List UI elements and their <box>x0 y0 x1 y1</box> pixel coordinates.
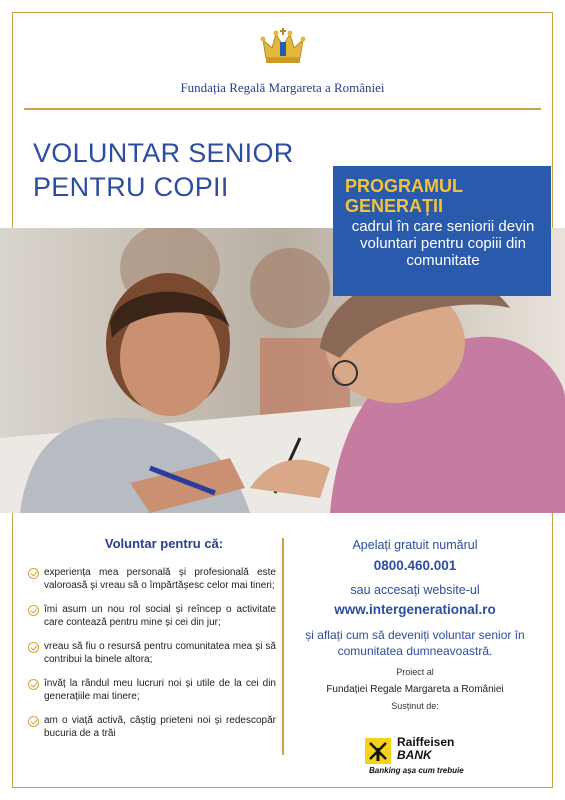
page-title <box>33 136 294 204</box>
checkmark-icon <box>28 642 39 653</box>
title-line-2: PENTRU COPII <box>33 172 229 202</box>
reason-text: îmi asum un nou rol social și reîncep o activitate care contează pentru mine și cei din jur; <box>44 604 276 628</box>
reason-item <box>28 641 276 666</box>
reasons-heading: Voluntar pentru că: <box>104 536 224 551</box>
supported-label: Susținut de: <box>391 701 439 711</box>
sponsor-tagline: Banking așa cum trebuie <box>369 766 464 775</box>
raiffeisen-logo <box>365 736 505 784</box>
project-owner: Fundației Regale Margareta a României <box>326 684 504 695</box>
royal-crown-logo-icon <box>258 28 308 66</box>
reason-text: învăț la rândul meu lucruri noi și utile de la cei din generațiile mai tinere; <box>44 678 276 702</box>
reason-item <box>28 604 276 629</box>
website-text: sau accesați website-ul <box>350 583 480 597</box>
column-divider <box>282 538 284 755</box>
foundation-name: Fundația Regală Margareta a României <box>180 80 385 95</box>
reason-text: experiența mea personală și profesională este valoroasă și vreau să o împărtășesc celor mai tineri; <box>44 567 276 591</box>
website-link[interactable]: www.intergenerational.ro <box>334 602 496 617</box>
program-heading-line-2: GENERAȚII <box>345 196 444 216</box>
reason-text: am o viață activă, câștig prieteni noi și redescopăr bucuria de a trăi <box>44 715 276 739</box>
phone-number[interactable]: 0800.460.001 <box>373 558 457 573</box>
reason-item <box>28 715 276 740</box>
checkmark-icon <box>28 679 39 690</box>
checkmark-icon <box>28 716 39 727</box>
call-to-action: și aflați cum să deveniți voluntar senior în comunitatea dumneavoastră. <box>305 628 525 658</box>
program-heading-line-1: PROGRAMUL <box>345 176 463 196</box>
reasons-section <box>28 536 276 752</box>
header-divider <box>24 108 541 110</box>
raiffeisen-emblem-icon <box>365 738 391 764</box>
reason-item <box>28 567 276 592</box>
sponsor-name-line-2: BANK <box>397 748 432 762</box>
checkmark-icon <box>28 568 39 579</box>
program-box <box>333 166 551 296</box>
reason-item <box>28 678 276 703</box>
reason-text: vreau să fiu o resursă pentru comunitatea mea și să contribui la binele altora; <box>44 641 276 665</box>
call-text: Apelați gratuit numărul <box>352 538 478 552</box>
sponsor-name-line-1: Raiffeisen <box>397 735 455 749</box>
contact-section <box>290 538 540 711</box>
checkmark-icon <box>28 605 39 616</box>
program-description: cadrul în care seniorii devin voluntari pentru copiii din comunitate <box>351 218 535 269</box>
title-line-1: VOLUNTAR SENIOR <box>33 138 294 168</box>
project-label: Proiect al <box>396 667 434 677</box>
sponsor-name <box>397 736 454 762</box>
